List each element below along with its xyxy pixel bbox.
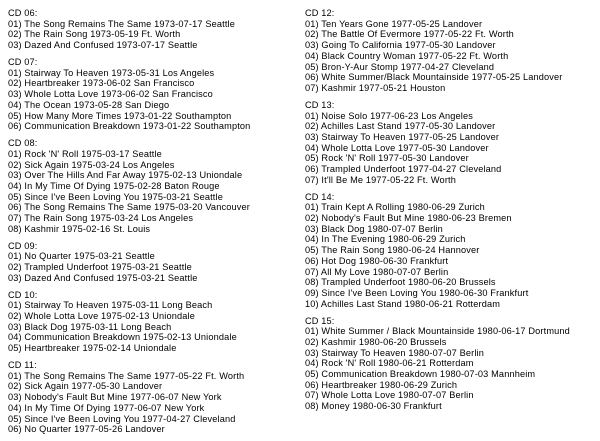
track-item: 06) Communication Breakdown 1973-01-22 Southampton	[8, 121, 251, 132]
disc-block	[8, 8, 300, 51]
track-item: 06) Trampled Underfoot 1977-04-27 Cleveland	[305, 164, 502, 175]
track-item: 03) Nobody's Fault But Mine 1977-06-07 New York	[8, 392, 222, 403]
disc-block	[305, 8, 597, 94]
track-item: 04) In My Time Of Dying 1975-02-28 Baton Rouge	[8, 180, 220, 191]
track-item: 05) Communication Breakdown 1980-07-03 Mannheim	[305, 369, 536, 380]
track-item: 03) Dazed And Confused 1973-07-17 Seattle	[8, 40, 198, 51]
track-item: 05) Heartbreaker 1975-02-14 Uniondale	[8, 343, 177, 354]
track-item: 09) Since I've Been Loving You 1980-06-30 Frankfurt	[305, 287, 529, 298]
track-item: 07) Kashmir 1977-05-21 Houston	[305, 82, 446, 93]
track-item: 01) Rock 'N' Roll 1975-03-17 Seattle	[8, 148, 162, 159]
track-item: 01) Noise Solo 1977-06-23 Los Angeles	[305, 110, 473, 121]
track-item: 02) Sick Again 1977-05-30 Landover	[8, 381, 163, 392]
track-item: 03) Stairway To Heaven 1980-07-07 Berlin	[305, 347, 484, 358]
track-item: 05) The Rain Song 1980-06-24 Hannover	[305, 245, 480, 256]
track-item: 07) All My Love 1980-07-07 Berlin	[305, 266, 449, 277]
track-item: 02) Heartbreaker 1973-06-02 San Francisco	[8, 78, 195, 89]
track-item: 10) Achilles Last Stand 1980-06-21 Rotterdam	[305, 298, 501, 309]
disc-block	[8, 290, 300, 354]
disc-title: CD 15:	[305, 315, 335, 326]
disc-title: CD 14:	[305, 191, 335, 202]
track-item: 08) Money 1980-06-30 Frankfurt	[305, 401, 442, 412]
track-item: 05) How Many More Times 1973-01-22 Southampton	[8, 110, 232, 121]
track-item: 03) Stairway To Heaven 1977-05-25 Landover	[305, 131, 500, 142]
track-item: 04) Rock 'N' Roll 1980-06-21 Rotterdam	[305, 358, 474, 369]
track-item: 03) Going To California 1977-05-30 Landover	[305, 40, 496, 51]
track-item: 06) No Quarter 1977-05-26 Landover	[8, 424, 165, 435]
track-item: 02) The Battle Of Evermore 1977-05-22 Ft. Worth	[305, 29, 514, 40]
disc-block	[8, 360, 300, 435]
track-item: 06) White Summer/Black Mountainside 1977-05-25 Landover	[305, 72, 563, 83]
track-item: 03) Black Dog 1980-07-07 Berlin	[305, 223, 443, 234]
track-item: 01) Train Kept A Rolling 1980-06-29 Zurich	[305, 202, 485, 213]
track-item: 07) It'll Be Me 1977-05-22 Ft. Worth	[305, 174, 456, 185]
tracklist-right-column	[305, 8, 597, 418]
track-item: 03) Black Dog 1975-03-11 Long Beach	[8, 321, 172, 332]
track-item: 01) Stairway To Heaven 1975-03-11 Long Beach	[8, 300, 213, 311]
track-item: 05) Rock 'N' Roll 1977-05-30 Landover	[305, 153, 469, 164]
disc-block	[305, 192, 597, 310]
disc-title: CD 13:	[305, 99, 335, 110]
disc-block	[305, 100, 597, 186]
disc-block	[8, 241, 300, 284]
track-item: 04) Whole Lotta Love 1977-05-30 Landover	[305, 142, 489, 153]
disc-block	[8, 57, 300, 132]
track-item: 01) No Quarter 1975-03-21 Seattle	[8, 251, 155, 262]
disc-title: CD 09:	[8, 240, 38, 251]
disc-title: CD 10:	[8, 289, 38, 300]
track-item: 02) Trampled Underfoot 1975-03-21 Seattle	[8, 262, 192, 273]
track-item: 05) Since I've Been Loving You 1977-04-27 Cleveland	[8, 413, 236, 424]
track-item: 02) Sick Again 1975-03-24 Los Angeles	[8, 159, 175, 170]
track-item: 02) Achilles Last Stand 1977-05-30 Landover	[305, 121, 496, 132]
track-item: 01) White Summer / Black Mountainside 1980-06-17 Dortmund	[305, 326, 570, 337]
tracklist-left-column	[8, 8, 300, 441]
track-item: 04) In The Evening 1980-06-29 Zurich	[305, 234, 466, 245]
disc-title: CD 08:	[8, 138, 38, 149]
disc-block	[305, 316, 597, 412]
track-item: 01) The Song Remains The Same 1973-07-17 Seattle	[8, 18, 235, 29]
track-item: 02) Nobody's Fault But Mine 1980-06-23 Bremen	[305, 213, 512, 224]
track-item: 02) Kashmir 1980-06-20 Brussels	[305, 336, 447, 347]
track-item: 01) Ten Years Gone 1977-05-25 Landover	[305, 18, 483, 29]
track-item: 07) The Rain Song 1975-03-24 Los Angeles	[8, 213, 194, 224]
disc-title: CD 11:	[8, 360, 37, 371]
track-item: 04) In My Time Of Dying 1977-06-07 New York	[8, 402, 205, 413]
disc-block	[8, 138, 300, 234]
track-item: 07) Whole Lotta Love 1980-07-07 Berlin	[305, 390, 474, 401]
track-item: 04) Communication Breakdown 1975-02-13 Uniondale	[8, 332, 237, 343]
track-item: 01) The Song Remains The Same 1977-05-22 Ft. Worth	[8, 370, 245, 381]
track-item: 05) Bron-Y-Aur Stomp 1977-04-27 Cleveland	[305, 61, 495, 72]
track-item: 02) The Rain Song 1973-05-19 Ft. Worth	[8, 29, 181, 40]
track-item: 03) Dazed And Confused 1975-03-21 Seattle	[8, 272, 198, 283]
disc-title: CD 12:	[305, 8, 335, 18]
track-item: 03) Over The Hills And Far Away 1975-02-13 Uniondale	[8, 170, 243, 181]
track-item: 06) Heartbreaker 1980-06-29 Zurich	[305, 379, 458, 390]
track-item: 08) Kashmir 1975-02-16 St. Louis	[8, 223, 151, 234]
track-item: 04) The Ocean 1973-05-28 San Diego	[8, 99, 170, 110]
disc-title: CD 06:	[8, 8, 38, 18]
disc-title: CD 07:	[8, 57, 38, 67]
track-item: 04) Black Country Woman 1977-05-22 Ft. Worth	[305, 50, 509, 61]
track-item: 05) Since I've Been Loving You 1975-03-21 Seattle	[8, 191, 223, 202]
track-item: 01) Stairway To Heaven 1973-05-31 Los Angeles	[8, 67, 215, 78]
track-item: 02) Whole Lotta Love 1975-02-13 Uniondale	[8, 311, 195, 322]
track-item: 03) Whole Lotta Love 1973-06-02 San Francisco	[8, 89, 213, 100]
track-item: 08) Trampled Underfoot 1980-06-20 Brussels	[305, 277, 496, 288]
track-item: 06) Hot Dog 1980-06-30 Frankfurt	[305, 255, 449, 266]
track-item: 06) The Song Remains The Same 1975-03-20 Vancouver	[8, 202, 250, 213]
